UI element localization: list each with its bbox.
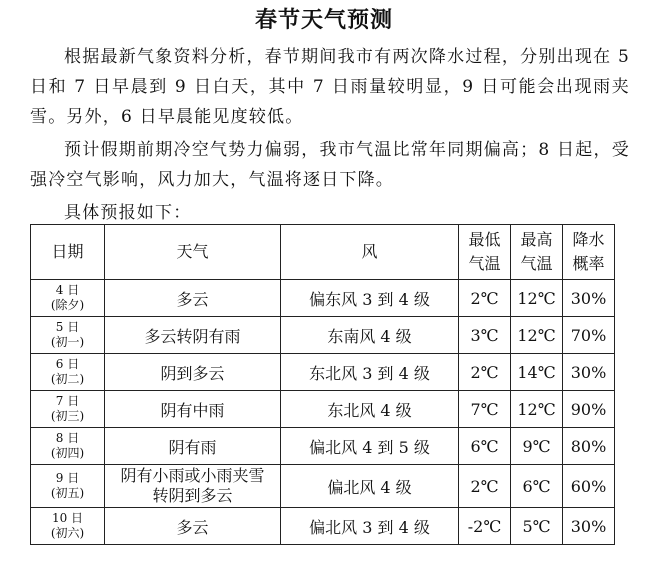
- wind-cell: 偏东风 3 到 4 级: [281, 280, 459, 317]
- wind-cell: 东南风 4 级: [281, 317, 459, 354]
- header-date: 日期: [31, 225, 105, 280]
- date-day: 6 日: [55, 357, 80, 371]
- max-temp-cell: 9℃: [511, 428, 563, 465]
- wind-cell: 偏北风 4 到 5 级: [281, 428, 459, 465]
- date-day: 4 日: [55, 283, 80, 297]
- min-temp-cell: 2℃: [459, 465, 511, 508]
- min-temp-cell: 2℃: [459, 280, 511, 317]
- min-temp-cell: -2℃: [459, 508, 511, 545]
- date-day: 10 日: [51, 511, 84, 525]
- date-festival: (初一): [50, 335, 85, 349]
- weather-cell: 多云: [105, 280, 281, 317]
- header-max-temp-line2: 气温: [520, 254, 553, 273]
- header-precip-line2: 概率: [572, 254, 605, 273]
- weather-line1: 阴有小雨或小雨夹雪: [120, 466, 265, 485]
- header-min-temp-line1: 最低: [468, 230, 501, 249]
- header-min-temp-line2: 气温: [468, 254, 501, 273]
- date-festival: (初三): [50, 409, 85, 423]
- date-day: 5 日: [55, 320, 80, 334]
- weather-cell: 阴有中雨: [105, 391, 281, 428]
- date-day: 8 日: [55, 431, 80, 445]
- date-festival: (初二): [50, 372, 85, 386]
- max-temp-cell: 5℃: [511, 508, 563, 545]
- wind-cell: 偏北风 4 级: [281, 465, 459, 508]
- precip-cell: 30%: [563, 508, 615, 545]
- header-min-temp: [459, 225, 511, 280]
- date-festival: (初六): [50, 526, 85, 540]
- paragraph-precipitation: 根据最新气象资料分析，春节期间我市有两次降水过程，分别出现在 5 日和 7 日早晨到 9 日白天，其中 7 日雨量较明显，9 日可能会出现雨夹雪。另外，6 日早晨能见度较低。: [30, 47, 630, 127]
- date-cell: [31, 317, 105, 354]
- min-temp-cell: 2℃: [459, 354, 511, 391]
- table-row: [31, 391, 615, 428]
- max-temp-cell: 14℃: [511, 354, 563, 391]
- min-temp-cell: 6℃: [459, 428, 511, 465]
- weather-cell: [105, 465, 281, 508]
- max-temp-cell: 6℃: [511, 465, 563, 508]
- weather-cell: 多云: [105, 508, 281, 545]
- min-temp-cell: 3℃: [459, 317, 511, 354]
- header-precip-line1: 降水: [572, 230, 605, 249]
- page-title: 春节天气预测: [254, 8, 393, 33]
- max-temp-cell: 12℃: [511, 280, 563, 317]
- date-cell: [31, 428, 105, 465]
- precip-cell: 30%: [563, 354, 615, 391]
- weather-cell: 多云转阴有雨: [105, 317, 281, 354]
- date-cell: [31, 465, 105, 508]
- header-precip: [563, 225, 615, 280]
- precip-cell: 90%: [563, 391, 615, 428]
- weather-line2: 转阴到多云: [152, 486, 233, 505]
- date-day: 9 日: [55, 471, 80, 485]
- table-row: [31, 508, 615, 545]
- table-row: [31, 465, 615, 508]
- table-row: [31, 354, 615, 391]
- min-temp-cell: 7℃: [459, 391, 511, 428]
- date-festival: (除夕): [50, 298, 85, 312]
- paragraph-forecast-intro: 具体预报如下：: [64, 203, 192, 223]
- forecast-table: [30, 224, 615, 545]
- wind-cell: 东北风 3 到 4 级: [281, 354, 459, 391]
- date-festival: (初四): [50, 446, 85, 460]
- weather-cell: 阴有雨: [105, 428, 281, 465]
- wind-cell: 东北风 4 级: [281, 391, 459, 428]
- max-temp-cell: 12℃: [511, 391, 563, 428]
- table-row: [31, 428, 615, 465]
- header-max-temp: [511, 225, 563, 280]
- date-festival: (初五): [50, 486, 85, 500]
- table-row: [31, 317, 615, 354]
- table-row: [31, 280, 615, 317]
- header-weather: 天气: [105, 225, 281, 280]
- max-temp-cell: 12℃: [511, 317, 563, 354]
- header-wind: 风: [281, 225, 459, 280]
- wind-cell: 偏北风 3 到 4 级: [281, 508, 459, 545]
- precip-cell: 60%: [563, 465, 615, 508]
- weather-cell: 阴到多云: [105, 354, 281, 391]
- date-cell: [31, 280, 105, 317]
- date-cell: [31, 508, 105, 545]
- date-day: 7 日: [55, 394, 80, 408]
- precip-cell: 30%: [563, 280, 615, 317]
- header-max-temp-line1: 最高: [520, 230, 553, 249]
- precip-cell: 80%: [563, 428, 615, 465]
- date-cell: [31, 354, 105, 391]
- precip-cell: 70%: [563, 317, 615, 354]
- table-header-row: [31, 225, 615, 280]
- date-cell: [31, 391, 105, 428]
- paragraph-temperature: 预计假期前期冷空气势力偏弱，我市气温比常年同期偏高；8 日起，受强冷空气影响，风力加大，气温将逐日下降。: [30, 140, 630, 190]
